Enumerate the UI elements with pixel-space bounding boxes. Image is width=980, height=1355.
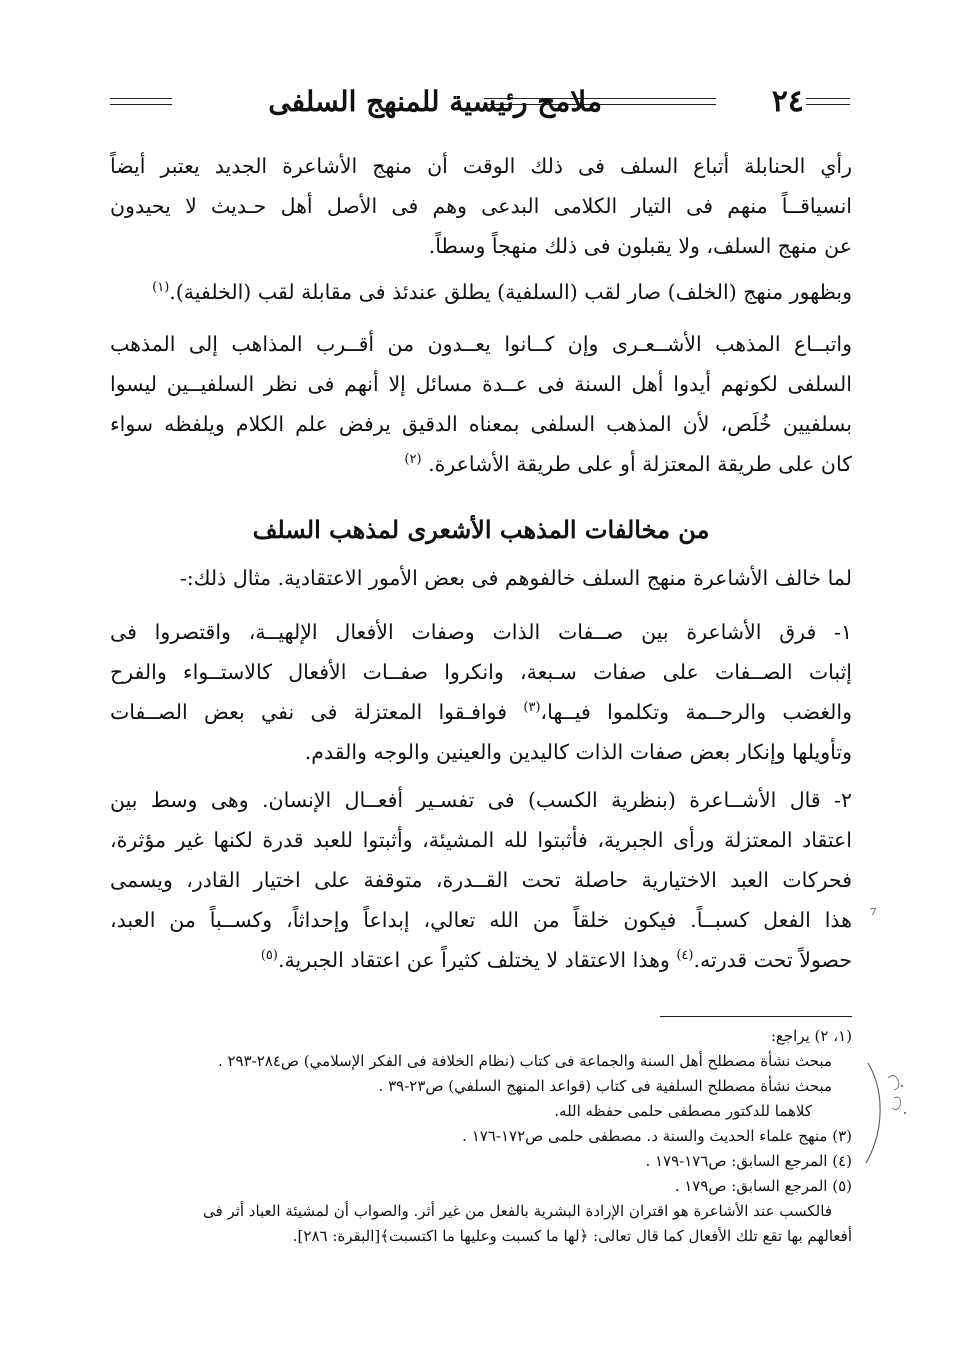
footnote-1-2-heading: (١، ٢) يراجع:: [770, 1027, 852, 1045]
footnote-line: مبحث نشأة مصطلح أهل السنة والجماعة فى كتاب (نظام الخلافة فى الفكر الإسلامي) ص٢٨٤-٢٩٣ .: [217, 1052, 832, 1070]
text-line: واتبــاع المذهب الأشــعـرى وإن كــانوا يعــدون من أقــرب المذاهب إلى المذهب: [110, 332, 852, 356]
footnote-line: أفعالهم بها تقع تلك الأفعال كما قال تعالى: ﴿لها ما كسبت وعليها ما اكتسبت﴾[البقرة: ٢٨٦].: [292, 1227, 852, 1245]
text-line: عن منهج السلف، ولا يقبلون فى ذلك منهجاً وسطاً.: [428, 234, 852, 258]
item-1-line-3-start: والغضب والرحــمة وتكلموا فيــها،: [540, 700, 852, 724]
paragraph-3: [110, 324, 852, 484]
item-1: [110, 612, 852, 772]
text-line: [110, 444, 852, 484]
item-1-line-3-end: فوافـقوا المعتزلة فى نفي بعض الصــفات: [110, 700, 508, 724]
text-line: [110, 272, 852, 312]
text-line: هذا الفعل كسبــاً. فيكون خلقاً من الله تعالي، إبداعاً وإحداثاً، وكســباً من العبد،: [110, 908, 852, 932]
text-line: [110, 692, 852, 732]
handwritten-margin-note: [858, 1058, 918, 1168]
text-line: ١- فرق الأشاعرة بين صــفات الذات وصفات الأفعال الإلهيــة، واقتصروا فى: [110, 620, 852, 644]
text-line: فحركات العبد الاختيارية حاصلة تحت القــدرة، متوقفة على اختيار القادر، ويسمى: [110, 868, 852, 892]
item-2: [110, 780, 852, 980]
text-line: لما خالف الأشاعرة منهج السلف خالفوهم فى بعض الأمور الاعتقادية. مثال ذلك:-: [179, 566, 852, 590]
footnotes: [110, 1024, 852, 1249]
footnote-line: مبحث نشأة مصطلح السلفية فى كتاب (قواعد المنهج السلفي) ص٢٣-٣٩ .: [378, 1077, 832, 1095]
footnote-ref-4: (٤): [676, 948, 694, 964]
text-line: بسلفيين خُلَص، لأن المذهب السلفى بمعناه الدقيق يرفض علم الكلام ويلفظه سواء: [110, 412, 852, 436]
page-number: ٢٤: [771, 84, 804, 119]
footnote-ref-3: (٣): [523, 700, 541, 716]
paragraph-2: [110, 272, 852, 312]
footnote-separator: [660, 1016, 852, 1017]
text-line: [110, 940, 852, 980]
running-title: ملامح رئيسية للمنهج السلفى: [268, 85, 602, 118]
text-line: إثبات الصــفات على صفات سـبعة، وانكروا صفــات الأفعال كالاستــواء والفرح: [110, 660, 852, 684]
item-2-line-5-start: حصولاً تحت قدرته.: [693, 948, 852, 972]
footnote-ref-1: (١): [152, 280, 170, 296]
paragraph-3-last: كان على طريقة المعتزلة أو على طريقة الأشاعرة.: [428, 452, 852, 476]
margin-pencil-mark: ⁷: [870, 905, 877, 924]
footnote-line: فالكسب عند الأشاعرة هو اقتران الإرادة البشرية بالفعل من غير أثر. والصواب أن لمشيئة العباد أثر فى: [202, 1202, 832, 1220]
paragraph-1: [110, 146, 852, 266]
text-line: وتأويلها وإنكار بعض صفات الذات كاليدين والعينين والوجه والقدم.: [304, 740, 852, 764]
footnote-ref-5: (٥): [260, 948, 278, 964]
text-line: السلفى لكونهم أيدوا أهل السنة فى عــدة مسائل إلا أنهم فى نظر السلفيــين ليسوا: [110, 372, 852, 396]
text-line: اعتقاد المعتزلة ورأى الجبرية، فأثبتوا لله المشيئة، وأثبتوا للعبد قدرة لكنها غير مؤثرة،: [110, 828, 852, 852]
paragraph-2-text: وبظهور منهج (الخلف) صار لقب (السلفية) يطلق عندئذ فى مقابلة لقب (الخلفية).: [169, 280, 852, 304]
footnote-ref-2: (٢): [404, 452, 422, 468]
page-header: [110, 80, 850, 124]
text-line: انسياقــاً منهم فى التيار الكلامى البدعى وهم فى الأصل أهل حـديث لا يحيدون: [110, 194, 852, 218]
section-intro: [110, 558, 852, 598]
footnote-line: كلاهما للدكتور مصطفى حلمى حفظه الله.: [554, 1102, 812, 1120]
footnote-4: (٤) المرجع السابق: ص١٧٦-١٧٩ .: [645, 1152, 852, 1170]
footnote-5: (٥) المرجع السابق: ص١٧٩ .: [674, 1177, 852, 1195]
text-line: رأي الحنابلة أتباع السلف فى ذلك الوقت أن منهج الأشاعرة الجديد يعتبر أيضاً: [110, 154, 852, 178]
item-2-line-5-end: وهذا الاعتقاد لا يختلف كثيراً عن اعتقاد الجبرية.: [277, 948, 670, 972]
text-line: ٢- قال الأشــاعرة (بنظرية الكسب) فى تفسـير أفعــال الإنسان. وهى وسط بين: [110, 788, 852, 812]
footnote-3: (٣) منهج علماء الحديث والسنة د. مصطفى حلمى ص١٧٢-١٧٦ .: [462, 1127, 852, 1145]
section-title: من مخالفات المذهب الأشعرى لمذهب السلف: [252, 515, 710, 544]
